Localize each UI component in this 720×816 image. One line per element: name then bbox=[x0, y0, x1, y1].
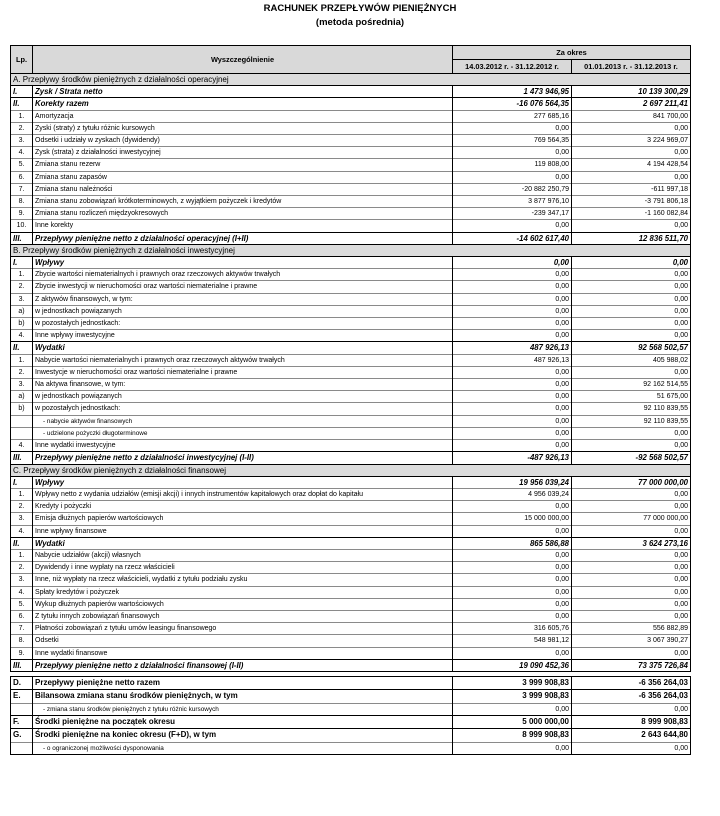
table-body bbox=[11, 74, 691, 755]
value-2012: 3 999 908,83 bbox=[453, 690, 572, 703]
summary-row bbox=[11, 676, 691, 689]
value-2012: 0,00 bbox=[453, 427, 572, 439]
value-2013: 0,00 bbox=[572, 501, 691, 513]
row-number: 3. bbox=[11, 379, 33, 391]
row-description: Dywidendy i inne wypłaty na rzecz właścicieli bbox=[33, 562, 453, 574]
row-number: 5. bbox=[11, 598, 33, 610]
subtotal-row bbox=[11, 537, 691, 549]
row-number bbox=[11, 703, 33, 715]
period-group-header: Za okres bbox=[453, 46, 691, 60]
table-row bbox=[11, 610, 691, 622]
period-2012-header: 14.03.2012 r. - 31.12.2012 r. bbox=[453, 60, 572, 74]
value-2012: 0,00 bbox=[453, 703, 572, 715]
summary-row bbox=[11, 715, 691, 728]
table-row bbox=[11, 122, 691, 134]
lp-header: Lp. bbox=[11, 46, 33, 74]
description-header: Wyszczególnienie bbox=[33, 46, 453, 74]
table-row bbox=[11, 391, 691, 403]
row-description: Inne korekty bbox=[33, 220, 453, 232]
row-description: w jednostkach powiązanych bbox=[33, 305, 453, 317]
value-2012: 0,00 bbox=[453, 562, 572, 574]
table-row bbox=[11, 635, 691, 647]
value-2012: 0,00 bbox=[453, 122, 572, 134]
table-row bbox=[11, 488, 691, 500]
value-2012: 0,00 bbox=[453, 171, 572, 183]
value-2012: 277 685,16 bbox=[453, 110, 572, 122]
table-row bbox=[11, 196, 691, 208]
row-description: Z aktywów finansowych, w tym: bbox=[33, 293, 453, 305]
row-description: Przepływy pieniężne netto razem bbox=[33, 676, 453, 689]
value-2012: 8 999 908,83 bbox=[453, 729, 572, 742]
row-number: III. bbox=[11, 452, 33, 464]
row-description: Korekty razem bbox=[33, 98, 453, 110]
value-2013: 556 882,89 bbox=[572, 623, 691, 635]
document-subtitle: (metoda pośrednia) bbox=[315, 17, 405, 28]
section-title: A. Przepływy środków pieniężnych z działalności operacyjnej bbox=[11, 74, 691, 86]
row-number: 3. bbox=[11, 513, 33, 525]
value-2012: 0,00 bbox=[453, 366, 572, 378]
value-2013: 0,00 bbox=[572, 488, 691, 500]
value-2012: 0,00 bbox=[453, 281, 572, 293]
value-2013: 405 988,02 bbox=[572, 354, 691, 366]
value-2012: 0,00 bbox=[453, 293, 572, 305]
table-row bbox=[11, 366, 691, 378]
value-2013: 3 624 273,16 bbox=[572, 537, 691, 549]
value-2013: 841 700,00 bbox=[572, 110, 691, 122]
row-number: III. bbox=[11, 232, 33, 244]
row-number: I. bbox=[11, 86, 33, 98]
row-number: b) bbox=[11, 318, 33, 330]
row-number: 4. bbox=[11, 440, 33, 452]
table-row bbox=[11, 318, 691, 330]
row-description: Zysk (strata) z działalności inwestycyjnej bbox=[33, 147, 453, 159]
table-row bbox=[11, 501, 691, 513]
value-2013: 92 162 514,55 bbox=[572, 379, 691, 391]
table-row bbox=[11, 281, 691, 293]
row-number: 1. bbox=[11, 549, 33, 561]
table-row bbox=[11, 742, 691, 754]
table-row bbox=[11, 513, 691, 525]
row-description: Nabycie udziałów (akcji) własnych bbox=[33, 549, 453, 561]
value-2013: 0,00 bbox=[572, 281, 691, 293]
value-2013: 77 000 000,00 bbox=[572, 476, 691, 488]
row-number: 1. bbox=[11, 488, 33, 500]
row-number: II. bbox=[11, 537, 33, 549]
value-2012: 0,00 bbox=[453, 549, 572, 561]
row-number: 9. bbox=[11, 208, 33, 220]
table-row bbox=[11, 703, 691, 715]
row-description: Przepływy pieniężne netto z działalności finansowej (I-II) bbox=[33, 659, 453, 671]
section-title: B. Przepływy środków pieniężnych z działalności inwestycyjnej bbox=[11, 244, 691, 256]
row-number: 2. bbox=[11, 501, 33, 513]
cash-flow-table bbox=[10, 45, 691, 755]
row-number: F. bbox=[11, 715, 33, 728]
row-description: Odsetki i udziały w zyskach (dywidendy) bbox=[33, 135, 453, 147]
row-number: a) bbox=[11, 391, 33, 403]
value-2013: 0,00 bbox=[572, 647, 691, 659]
table-row bbox=[11, 293, 691, 305]
value-2013: 51 675,00 bbox=[572, 391, 691, 403]
value-2012: 769 564,35 bbox=[453, 135, 572, 147]
row-number: 8. bbox=[11, 635, 33, 647]
value-2012: 0,00 bbox=[453, 220, 572, 232]
table-row bbox=[11, 208, 691, 220]
row-number: 9. bbox=[11, 647, 33, 659]
row-number: G. bbox=[11, 729, 33, 742]
value-2012: 0,00 bbox=[453, 525, 572, 537]
value-2012: 548 981,12 bbox=[453, 635, 572, 647]
value-2013: 0,00 bbox=[572, 574, 691, 586]
row-description: Wpływy bbox=[33, 476, 453, 488]
row-description: Zmiana stanu zobowiązań krótkoterminowych, z wyjątkiem pożyczek i kredytów bbox=[33, 196, 453, 208]
row-description: Zysk / Strata netto bbox=[33, 86, 453, 98]
row-number: III. bbox=[11, 659, 33, 671]
row-number: 2. bbox=[11, 122, 33, 134]
value-2013: 0,00 bbox=[572, 220, 691, 232]
subtotal-row bbox=[11, 86, 691, 98]
value-2013: 0,00 bbox=[572, 305, 691, 317]
row-description: Wykup dłużnych papierów wartościowych bbox=[33, 598, 453, 610]
row-number: I. bbox=[11, 476, 33, 488]
value-2012: 0,00 bbox=[453, 147, 572, 159]
value-2012: 0,00 bbox=[453, 415, 572, 427]
table-row bbox=[11, 403, 691, 415]
row-number: 4. bbox=[11, 330, 33, 342]
table-row bbox=[11, 354, 691, 366]
value-2012: 0,00 bbox=[453, 574, 572, 586]
row-description: Zbycie inwestycji w nieruchomości oraz wartości niematerialne i prawne bbox=[33, 281, 453, 293]
subtotal-row bbox=[11, 257, 691, 269]
subtotal-row bbox=[11, 659, 691, 671]
table-row bbox=[11, 135, 691, 147]
value-2012: 0,00 bbox=[453, 305, 572, 317]
value-2012: 0,00 bbox=[453, 257, 572, 269]
value-2013: -92 568 502,57 bbox=[572, 452, 691, 464]
table-row bbox=[11, 220, 691, 232]
table-row bbox=[11, 171, 691, 183]
value-2012: 4 956 039,24 bbox=[453, 488, 572, 500]
table-row bbox=[11, 415, 691, 427]
row-number: 10. bbox=[11, 220, 33, 232]
row-number: 4. bbox=[11, 525, 33, 537]
summary-row bbox=[11, 690, 691, 703]
value-2012: 0,00 bbox=[453, 330, 572, 342]
value-2012: 5 000 000,00 bbox=[453, 715, 572, 728]
row-number: 1. bbox=[11, 110, 33, 122]
value-2013: 92 110 839,55 bbox=[572, 403, 691, 415]
row-number: 1. bbox=[11, 354, 33, 366]
value-2012: 0,00 bbox=[453, 647, 572, 659]
row-description: Kredyty i pożyczki bbox=[33, 501, 453, 513]
subtotal-row bbox=[11, 452, 691, 464]
table-row bbox=[11, 159, 691, 171]
value-2013: 0,00 bbox=[572, 549, 691, 561]
value-2013: 0,00 bbox=[572, 525, 691, 537]
value-2012: 19 956 039,24 bbox=[453, 476, 572, 488]
value-2012: 0,00 bbox=[453, 269, 572, 281]
row-description: - nabycie aktywów finansowych bbox=[33, 415, 453, 427]
row-description: Inne wpływy inwestycyjne bbox=[33, 330, 453, 342]
row-description: - zmiana stanu środków pieniężnych z tytułu różnic kursowych bbox=[33, 703, 453, 715]
value-2013: 0,00 bbox=[572, 257, 691, 269]
value-2012: 0,00 bbox=[453, 610, 572, 622]
table-row bbox=[11, 379, 691, 391]
value-2012: 0,00 bbox=[453, 379, 572, 391]
value-2013: 2 643 644,80 bbox=[572, 729, 691, 742]
subtotal-row bbox=[11, 476, 691, 488]
table-row bbox=[11, 183, 691, 195]
value-2013: -6 356 264,03 bbox=[572, 676, 691, 689]
value-2013: 0,00 bbox=[572, 171, 691, 183]
value-2013: 10 139 300,29 bbox=[572, 86, 691, 98]
subtotal-row bbox=[11, 232, 691, 244]
row-description: Inne, niż wypłaty na rzecz właścicieli, wydatki z tytułu podziału zysku bbox=[33, 574, 453, 586]
row-description: w jednostkach powiązanych bbox=[33, 391, 453, 403]
value-2012: 0,00 bbox=[453, 501, 572, 513]
value-2012: 0,00 bbox=[453, 598, 572, 610]
subtotal-row bbox=[11, 98, 691, 110]
table-row bbox=[11, 440, 691, 452]
value-2013: 0,00 bbox=[572, 586, 691, 598]
value-2012: 487 926,13 bbox=[453, 354, 572, 366]
table-row bbox=[11, 574, 691, 586]
row-number: 8. bbox=[11, 196, 33, 208]
row-number: 2. bbox=[11, 366, 33, 378]
table-row bbox=[11, 269, 691, 281]
row-description: Środki pieniężne na początek okresu bbox=[33, 715, 453, 728]
table-row bbox=[11, 147, 691, 159]
value-2012: 0,00 bbox=[453, 403, 572, 415]
value-2012: 0,00 bbox=[453, 440, 572, 452]
row-description: - udzielone pożyczki długoterminowe bbox=[33, 427, 453, 439]
value-2012: -14 602 617,40 bbox=[453, 232, 572, 244]
row-description: Na aktywa finansowe, w tym: bbox=[33, 379, 453, 391]
value-2012: 19 090 452,36 bbox=[453, 659, 572, 671]
value-2013: -3 791 806,18 bbox=[572, 196, 691, 208]
row-description: Zmiana stanu rozliczeń międzyokresowych bbox=[33, 208, 453, 220]
section-header-row bbox=[11, 244, 691, 256]
row-number: 1. bbox=[11, 269, 33, 281]
row-number: b) bbox=[11, 403, 33, 415]
value-2013: 2 697 211,41 bbox=[572, 98, 691, 110]
subtotal-row bbox=[11, 342, 691, 354]
row-description: Zmiana stanu rezerw bbox=[33, 159, 453, 171]
row-description: Odsetki bbox=[33, 635, 453, 647]
row-number: II. bbox=[11, 98, 33, 110]
value-2012: 0,00 bbox=[453, 318, 572, 330]
row-number: 2. bbox=[11, 562, 33, 574]
table-row bbox=[11, 525, 691, 537]
value-2012: -20 882 250,79 bbox=[453, 183, 572, 195]
document-title: RACHUNEK PRZEPŁYWÓW PIENIĘŻNYCH bbox=[263, 3, 457, 14]
value-2012: 3 999 908,83 bbox=[453, 676, 572, 689]
row-number: a) bbox=[11, 305, 33, 317]
table-row bbox=[11, 427, 691, 439]
table-row bbox=[11, 549, 691, 561]
row-number: 3. bbox=[11, 293, 33, 305]
value-2013: 0,00 bbox=[572, 427, 691, 439]
value-2012: -16 076 564,35 bbox=[453, 98, 572, 110]
value-2012: -487 926,13 bbox=[453, 452, 572, 464]
row-description: Wydatki bbox=[33, 537, 453, 549]
row-number bbox=[11, 742, 33, 754]
value-2013: -6 356 264,03 bbox=[572, 690, 691, 703]
value-2012: 119 808,00 bbox=[453, 159, 572, 171]
row-description: Amortyzacja bbox=[33, 110, 453, 122]
row-number bbox=[11, 415, 33, 427]
row-description: Emisja dłużnych papierów wartościowych bbox=[33, 513, 453, 525]
row-description: Zmiana stanu należności bbox=[33, 183, 453, 195]
value-2013: 0,00 bbox=[572, 562, 691, 574]
value-2012: 3 877 976,10 bbox=[453, 196, 572, 208]
row-number: 4. bbox=[11, 147, 33, 159]
period-2013-header: 01.01.2013 r. - 31.12.2013 r. bbox=[572, 60, 691, 74]
row-description: w pozostałych jednostkach: bbox=[33, 318, 453, 330]
row-number: 5. bbox=[11, 159, 33, 171]
value-2013: 3 067 390,27 bbox=[572, 635, 691, 647]
value-2013: 0,00 bbox=[572, 742, 691, 754]
value-2013: 77 000 000,00 bbox=[572, 513, 691, 525]
value-2013: 0,00 bbox=[572, 598, 691, 610]
row-number: II. bbox=[11, 342, 33, 354]
row-description: Nabycie wartości niematerialnych i prawnych oraz rzeczowych aktywów trwałych bbox=[33, 354, 453, 366]
table-row bbox=[11, 623, 691, 635]
value-2013: 0,00 bbox=[572, 269, 691, 281]
row-number: 4. bbox=[11, 586, 33, 598]
value-2013: 0,00 bbox=[572, 318, 691, 330]
row-number bbox=[11, 427, 33, 439]
table-row bbox=[11, 647, 691, 659]
table-row bbox=[11, 598, 691, 610]
row-description: Zbycie wartości niematerialnych i prawnych oraz rzeczowych aktywów trwałych bbox=[33, 269, 453, 281]
row-description: Wydatki bbox=[33, 342, 453, 354]
row-description: Inwestycje w nieruchomości oraz wartości niematerialne i prawne bbox=[33, 366, 453, 378]
value-2013: 92 568 502,57 bbox=[572, 342, 691, 354]
summary-row bbox=[11, 729, 691, 742]
row-number: I. bbox=[11, 257, 33, 269]
row-number: D. bbox=[11, 676, 33, 689]
value-2013: 0,00 bbox=[572, 440, 691, 452]
table-row bbox=[11, 330, 691, 342]
value-2013: 3 224 969,07 bbox=[572, 135, 691, 147]
row-number: 6. bbox=[11, 171, 33, 183]
section-title: C. Przepływy środków pieniężnych z działalności finansowej bbox=[11, 464, 691, 476]
value-2013: 0,00 bbox=[572, 366, 691, 378]
value-2013: 0,00 bbox=[572, 703, 691, 715]
value-2013: 73 375 726,84 bbox=[572, 659, 691, 671]
value-2012: 865 586,88 bbox=[453, 537, 572, 549]
row-description: w pozostałych jednostkach: bbox=[33, 403, 453, 415]
row-description: Przepływy pieniężne netto z działalności operacyjnej (I+II) bbox=[33, 232, 453, 244]
row-number: 7. bbox=[11, 183, 33, 195]
row-description: Bilansowa zmiana stanu środków pieniężnych, w tym bbox=[33, 690, 453, 703]
row-description: Przepływy pieniężne netto z działalności inwestycyjnej (I-II) bbox=[33, 452, 453, 464]
row-number: 3. bbox=[11, 574, 33, 586]
section-header-row bbox=[11, 74, 691, 86]
row-number: 2. bbox=[11, 281, 33, 293]
row-description: Zyski (straty) z tytułu różnic kursowych bbox=[33, 122, 453, 134]
row-description: - o ograniczonej możliwości dysponowania bbox=[33, 742, 453, 754]
row-description: Płatności zobowiązań z tytułu umów leasingu finansowego bbox=[33, 623, 453, 635]
value-2013: 0,00 bbox=[572, 330, 691, 342]
value-2013: -1 160 082,84 bbox=[572, 208, 691, 220]
section-header-row bbox=[11, 464, 691, 476]
row-number: 3. bbox=[11, 135, 33, 147]
value-2013: -611 997,18 bbox=[572, 183, 691, 195]
value-2013: 0,00 bbox=[572, 147, 691, 159]
row-description: Spłaty kredytów i pożyczek bbox=[33, 586, 453, 598]
value-2012: 0,00 bbox=[453, 586, 572, 598]
row-number: E. bbox=[11, 690, 33, 703]
table-row bbox=[11, 562, 691, 574]
row-description: Z tytułu innych zobowiązań finansowych bbox=[33, 610, 453, 622]
row-description: Wpływy bbox=[33, 257, 453, 269]
value-2012: 0,00 bbox=[453, 391, 572, 403]
value-2012: 0,00 bbox=[453, 742, 572, 754]
row-description: Wpływy netto z wydania udziałów (emisji akcji) i innych instrumentów kapitałowych oraz dopłat do kapitału bbox=[33, 488, 453, 500]
row-description: Zmiana stanu zapasów bbox=[33, 171, 453, 183]
table-row bbox=[11, 110, 691, 122]
value-2013: 92 110 839,55 bbox=[572, 415, 691, 427]
value-2012: -239 347,17 bbox=[453, 208, 572, 220]
table-row bbox=[11, 305, 691, 317]
row-description: Środki pieniężne na koniec okresu (F+D), w tym bbox=[33, 729, 453, 742]
row-description: Inne wpływy finansowe bbox=[33, 525, 453, 537]
row-description: Inne wydatki finansowe bbox=[33, 647, 453, 659]
table-row bbox=[11, 586, 691, 598]
value-2013: 0,00 bbox=[572, 122, 691, 134]
value-2013: 12 836 511,70 bbox=[572, 232, 691, 244]
value-2013: 4 194 428,54 bbox=[572, 159, 691, 171]
value-2012: 15 000 000,00 bbox=[453, 513, 572, 525]
value-2013: 0,00 bbox=[572, 610, 691, 622]
value-2013: 8 999 908,83 bbox=[572, 715, 691, 728]
value-2012: 316 605,76 bbox=[453, 623, 572, 635]
value-2012: 487 926,13 bbox=[453, 342, 572, 354]
row-number: 7. bbox=[11, 623, 33, 635]
row-number: 6. bbox=[11, 610, 33, 622]
value-2013: 0,00 bbox=[572, 293, 691, 305]
row-description: Inne wydatki inwestycyjne bbox=[33, 440, 453, 452]
value-2012: 1 473 946,95 bbox=[453, 86, 572, 98]
